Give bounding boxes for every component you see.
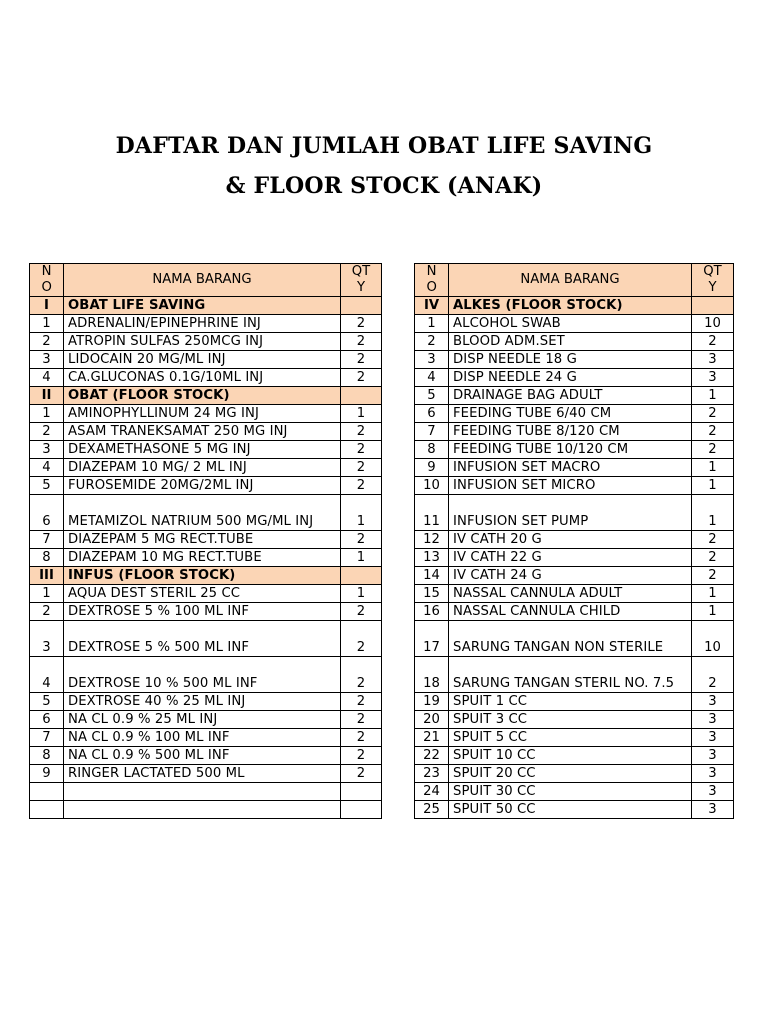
row-qty-cell: [341, 783, 382, 801]
row-qty-cell: 2: [341, 765, 382, 783]
table-row: [30, 459, 382, 477]
row-qty-cell: 1: [692, 459, 734, 477]
row-no-cell: 6: [415, 405, 449, 423]
row-qty-cell: 2: [341, 603, 382, 621]
row-qty-cell: 3: [692, 711, 734, 729]
row-qty-cell: 2: [341, 477, 382, 495]
row-nama-cell: FEEDING TUBE 10/120 CM: [449, 441, 692, 459]
header-qty-text: QTY: [703, 264, 722, 295]
left-table-body: [30, 297, 382, 819]
row-nama-cell: SARUNG TANGAN NON STERILE: [449, 621, 692, 657]
table-row: [415, 783, 734, 801]
row-no-cell: 8: [30, 549, 64, 567]
row-no-cell: 4: [415, 369, 449, 387]
row-no-cell: II: [30, 387, 64, 405]
row-qty-cell: 2: [341, 423, 382, 441]
row-qty-cell: 1: [341, 495, 382, 531]
row-qty-cell: [341, 387, 382, 405]
row-qty-cell: 2: [692, 657, 734, 693]
row-qty-cell: [341, 801, 382, 819]
row-no-cell: 1: [30, 405, 64, 423]
row-nama-cell: DRAINAGE BAG ADULT: [449, 387, 692, 405]
row-qty-cell: 2: [692, 405, 734, 423]
row-nama-cell: SPUIT 20 CC: [449, 765, 692, 783]
table-row: [30, 783, 382, 801]
row-nama-cell: FUROSEMIDE 20MG/2ML INJ: [64, 477, 341, 495]
row-no-cell: 10: [415, 477, 449, 495]
row-no-cell: 5: [30, 693, 64, 711]
table-row: [30, 729, 382, 747]
row-qty-cell: 3: [692, 783, 734, 801]
row-nama-cell: CA.GLUCONAS 0.1G/10ML INJ: [64, 369, 341, 387]
table-row: [415, 603, 734, 621]
row-qty-cell: 2: [692, 549, 734, 567]
table-row: [415, 441, 734, 459]
row-nama-cell: [64, 783, 341, 801]
row-qty-cell: 1: [692, 585, 734, 603]
section-row: [30, 297, 382, 315]
row-qty-cell: [341, 567, 382, 585]
row-nama-cell: FEEDING TUBE 6/40 CM: [449, 405, 692, 423]
table-row: [30, 315, 382, 333]
table-row: [415, 333, 734, 351]
row-nama-cell: ASAM TRANEKSAMAT 250 MG INJ: [64, 423, 341, 441]
row-no-cell: 8: [415, 441, 449, 459]
row-no-cell: 5: [415, 387, 449, 405]
row-no-cell: 9: [415, 459, 449, 477]
row-no-cell: 3: [415, 351, 449, 369]
row-nama-cell: [64, 801, 341, 819]
row-nama-cell: SARUNG TANGAN STERIL NO. 7.5: [449, 657, 692, 693]
row-qty-cell: 3: [692, 351, 734, 369]
table-row: [415, 459, 734, 477]
row-qty-cell: 10: [692, 315, 734, 333]
table-row: [30, 477, 382, 495]
table-header-row: [30, 264, 382, 297]
right-table-body: [415, 297, 734, 819]
row-nama-cell: ALKES (FLOOR STOCK): [449, 297, 692, 315]
row-no-cell: 6: [30, 495, 64, 531]
row-qty-cell: 3: [692, 729, 734, 747]
table-row: [415, 495, 734, 531]
row-qty-cell: [692, 297, 734, 315]
header-no: [415, 264, 449, 297]
row-nama-cell: DEXTROSE 40 % 25 ML INJ: [64, 693, 341, 711]
row-nama-cell: DEXTROSE 10 % 500 ML INF: [64, 657, 341, 693]
table-row: [30, 693, 382, 711]
section-row: [30, 567, 382, 585]
row-no-cell: 20: [415, 711, 449, 729]
row-no-cell: 9: [30, 765, 64, 783]
row-no-cell: 4: [30, 459, 64, 477]
row-qty-cell: 3: [692, 801, 734, 819]
table-row: [415, 315, 734, 333]
row-nama-cell: OBAT (FLOOR STOCK): [64, 387, 341, 405]
row-no-cell: 2: [30, 603, 64, 621]
table-row: [415, 477, 734, 495]
row-qty-cell: 1: [692, 603, 734, 621]
row-no-cell: 15: [415, 585, 449, 603]
table-row: [415, 387, 734, 405]
row-no-cell: 1: [30, 585, 64, 603]
row-no-cell: 18: [415, 657, 449, 693]
row-qty-cell: 2: [341, 315, 382, 333]
table-row: [30, 495, 382, 531]
row-qty-cell: 3: [692, 369, 734, 387]
table-row: [415, 549, 734, 567]
row-qty-cell: 2: [341, 747, 382, 765]
table-row: [30, 621, 382, 657]
row-qty-cell: 2: [692, 441, 734, 459]
row-no-cell: 13: [415, 549, 449, 567]
row-no-cell: 17: [415, 621, 449, 657]
table-row: [30, 333, 382, 351]
row-no-cell: 16: [415, 603, 449, 621]
row-qty-cell: 2: [341, 351, 382, 369]
row-nama-cell: ALCOHOL SWAB: [449, 315, 692, 333]
row-nama-cell: DEXTROSE 5 % 100 ML INF: [64, 603, 341, 621]
table-row: [30, 369, 382, 387]
row-nama-cell: NASSAL CANNULA ADULT: [449, 585, 692, 603]
table-row: [30, 747, 382, 765]
table-row: [30, 801, 382, 819]
row-qty-cell: 2: [341, 711, 382, 729]
table-row: [415, 747, 734, 765]
section-row: [415, 297, 734, 315]
row-nama-cell: SPUIT 10 CC: [449, 747, 692, 765]
row-qty-cell: 3: [692, 747, 734, 765]
row-nama-cell: SPUIT 3 CC: [449, 711, 692, 729]
row-qty-cell: 2: [341, 459, 382, 477]
row-no-cell: 25: [415, 801, 449, 819]
row-nama-cell: INFUSION SET MACRO: [449, 459, 692, 477]
row-qty-cell: [341, 297, 382, 315]
row-no-cell: 3: [30, 621, 64, 657]
header-no: [30, 264, 64, 297]
table-row: [30, 351, 382, 369]
row-nama-cell: LIDOCAIN 20 MG/ML INJ: [64, 351, 341, 369]
row-qty-cell: 1: [692, 387, 734, 405]
row-nama-cell: BLOOD ADM.SET: [449, 333, 692, 351]
row-no-cell: 2: [30, 333, 64, 351]
table-row: [415, 351, 734, 369]
row-qty-cell: 2: [341, 441, 382, 459]
row-nama-cell: SPUIT 30 CC: [449, 783, 692, 801]
row-qty-cell: 2: [341, 657, 382, 693]
header-nama: NAMA BARANG: [64, 264, 341, 297]
row-qty-cell: 3: [692, 765, 734, 783]
table-row: [415, 369, 734, 387]
row-no-cell: 14: [415, 567, 449, 585]
row-qty-cell: 1: [692, 495, 734, 531]
row-qty-cell: 2: [341, 621, 382, 657]
right-table: [414, 263, 734, 819]
row-no-cell: 21: [415, 729, 449, 747]
row-no-cell: 8: [30, 747, 64, 765]
row-nama-cell: DEXTROSE 5 % 500 ML INF: [64, 621, 341, 657]
row-no-cell: 5: [30, 477, 64, 495]
row-no-cell: 1: [30, 315, 64, 333]
row-nama-cell: DEXAMETHASONE 5 MG INJ: [64, 441, 341, 459]
title-line-1: DAFTAR DAN JUMLAH OBAT LIFE SAVING: [115, 133, 653, 159]
row-nama-cell: SPUIT 50 CC: [449, 801, 692, 819]
row-qty-cell: 2: [692, 531, 734, 549]
table-row: [415, 531, 734, 549]
header-no-text: NO: [426, 264, 437, 295]
row-no-cell: [30, 801, 64, 819]
row-qty-cell: 3: [692, 693, 734, 711]
row-nama-cell: NA CL 0.9 % 100 ML INF: [64, 729, 341, 747]
row-qty-cell: 2: [341, 729, 382, 747]
table-row: [415, 657, 734, 693]
row-nama-cell: ATROPIN SULFAS 250MCG INJ: [64, 333, 341, 351]
row-no-cell: 23: [415, 765, 449, 783]
row-nama-cell: AMINOPHYLLINUM 24 MG INJ: [64, 405, 341, 423]
table-row: [30, 765, 382, 783]
row-no-cell: 1: [415, 315, 449, 333]
row-nama-cell: METAMIZOL NATRIUM 500 MG/ML INJ: [64, 495, 341, 531]
row-no-cell: 19: [415, 693, 449, 711]
row-nama-cell: NA CL 0.9 % 500 ML INF: [64, 747, 341, 765]
row-nama-cell: IV CATH 24 G: [449, 567, 692, 585]
table-row: [415, 567, 734, 585]
row-no-cell: 2: [30, 423, 64, 441]
row-no-cell: 3: [30, 441, 64, 459]
table-row: [30, 405, 382, 423]
row-no-cell: 12: [415, 531, 449, 549]
row-nama-cell: NASSAL CANNULA CHILD: [449, 603, 692, 621]
row-nama-cell: AQUA DEST STERIL 25 CC: [64, 585, 341, 603]
left-table: [29, 263, 382, 819]
table-header-row: [415, 264, 734, 297]
table-row: [415, 585, 734, 603]
row-nama-cell: DIAZEPAM 5 MG RECT.TUBE: [64, 531, 341, 549]
header-nama: NAMA BARANG: [449, 264, 692, 297]
row-nama-cell: IV CATH 22 G: [449, 549, 692, 567]
row-qty-cell: 2: [341, 531, 382, 549]
table-row: [30, 711, 382, 729]
row-qty-cell: 1: [341, 549, 382, 567]
row-qty-cell: 2: [341, 333, 382, 351]
header-qty-text: QTY: [351, 264, 371, 295]
row-nama-cell: NA CL 0.9 % 25 ML INJ: [64, 711, 341, 729]
table-row: [415, 729, 734, 747]
row-no-cell: 4: [30, 657, 64, 693]
row-nama-cell: INFUSION SET MICRO: [449, 477, 692, 495]
table-row: [30, 441, 382, 459]
row-nama-cell: SPUIT 1 CC: [449, 693, 692, 711]
row-qty-cell: 2: [692, 333, 734, 351]
header-qty: [692, 264, 734, 297]
row-nama-cell: SPUIT 5 CC: [449, 729, 692, 747]
section-row: [30, 387, 382, 405]
table-row: [415, 765, 734, 783]
table-row: [30, 585, 382, 603]
row-nama-cell: DISP NEEDLE 18 G: [449, 351, 692, 369]
row-nama-cell: IV CATH 20 G: [449, 531, 692, 549]
row-nama-cell: FEEDING TUBE 8/120 CM: [449, 423, 692, 441]
row-no-cell: IV: [415, 297, 449, 315]
row-no-cell: I: [30, 297, 64, 315]
row-qty-cell: 2: [341, 693, 382, 711]
row-nama-cell: DIAZEPAM 10 MG/ 2 ML INJ: [64, 459, 341, 477]
row-nama-cell: DISP NEEDLE 24 G: [449, 369, 692, 387]
table-row: [30, 423, 382, 441]
row-no-cell: [30, 783, 64, 801]
document-title: [0, 126, 768, 206]
row-no-cell: 24: [415, 783, 449, 801]
header-qty: [341, 264, 382, 297]
row-qty-cell: 2: [692, 423, 734, 441]
row-no-cell: 7: [30, 531, 64, 549]
table-row: [415, 423, 734, 441]
row-nama-cell: INFUSION SET PUMP: [449, 495, 692, 531]
row-qty-cell: 2: [692, 567, 734, 585]
title-line-2: & FLOOR STOCK (ANAK): [225, 173, 543, 199]
header-no-text: NO: [41, 264, 52, 295]
row-nama-cell: OBAT LIFE SAVING: [64, 297, 341, 315]
row-qty-cell: 1: [341, 405, 382, 423]
table-row: [415, 711, 734, 729]
row-no-cell: 7: [30, 729, 64, 747]
table-row: [415, 405, 734, 423]
row-nama-cell: DIAZEPAM 10 MG RECT.TUBE: [64, 549, 341, 567]
row-qty-cell: 1: [692, 477, 734, 495]
table-row: [415, 693, 734, 711]
row-no-cell: 7: [415, 423, 449, 441]
row-qty-cell: 10: [692, 621, 734, 657]
table-row: [30, 657, 382, 693]
row-no-cell: 3: [30, 351, 64, 369]
row-no-cell: 4: [30, 369, 64, 387]
row-nama-cell: RINGER LACTATED 500 ML: [64, 765, 341, 783]
row-nama-cell: ADRENALIN/EPINEPHRINE INJ: [64, 315, 341, 333]
row-qty-cell: 2: [341, 369, 382, 387]
row-nama-cell: INFUS (FLOOR STOCK): [64, 567, 341, 585]
row-no-cell: 2: [415, 333, 449, 351]
table-row: [415, 621, 734, 657]
row-no-cell: III: [30, 567, 64, 585]
row-no-cell: 22: [415, 747, 449, 765]
table-row: [30, 531, 382, 549]
row-no-cell: 6: [30, 711, 64, 729]
row-qty-cell: 1: [341, 585, 382, 603]
table-row: [30, 549, 382, 567]
row-no-cell: 11: [415, 495, 449, 531]
table-row: [30, 603, 382, 621]
table-row: [415, 801, 734, 819]
